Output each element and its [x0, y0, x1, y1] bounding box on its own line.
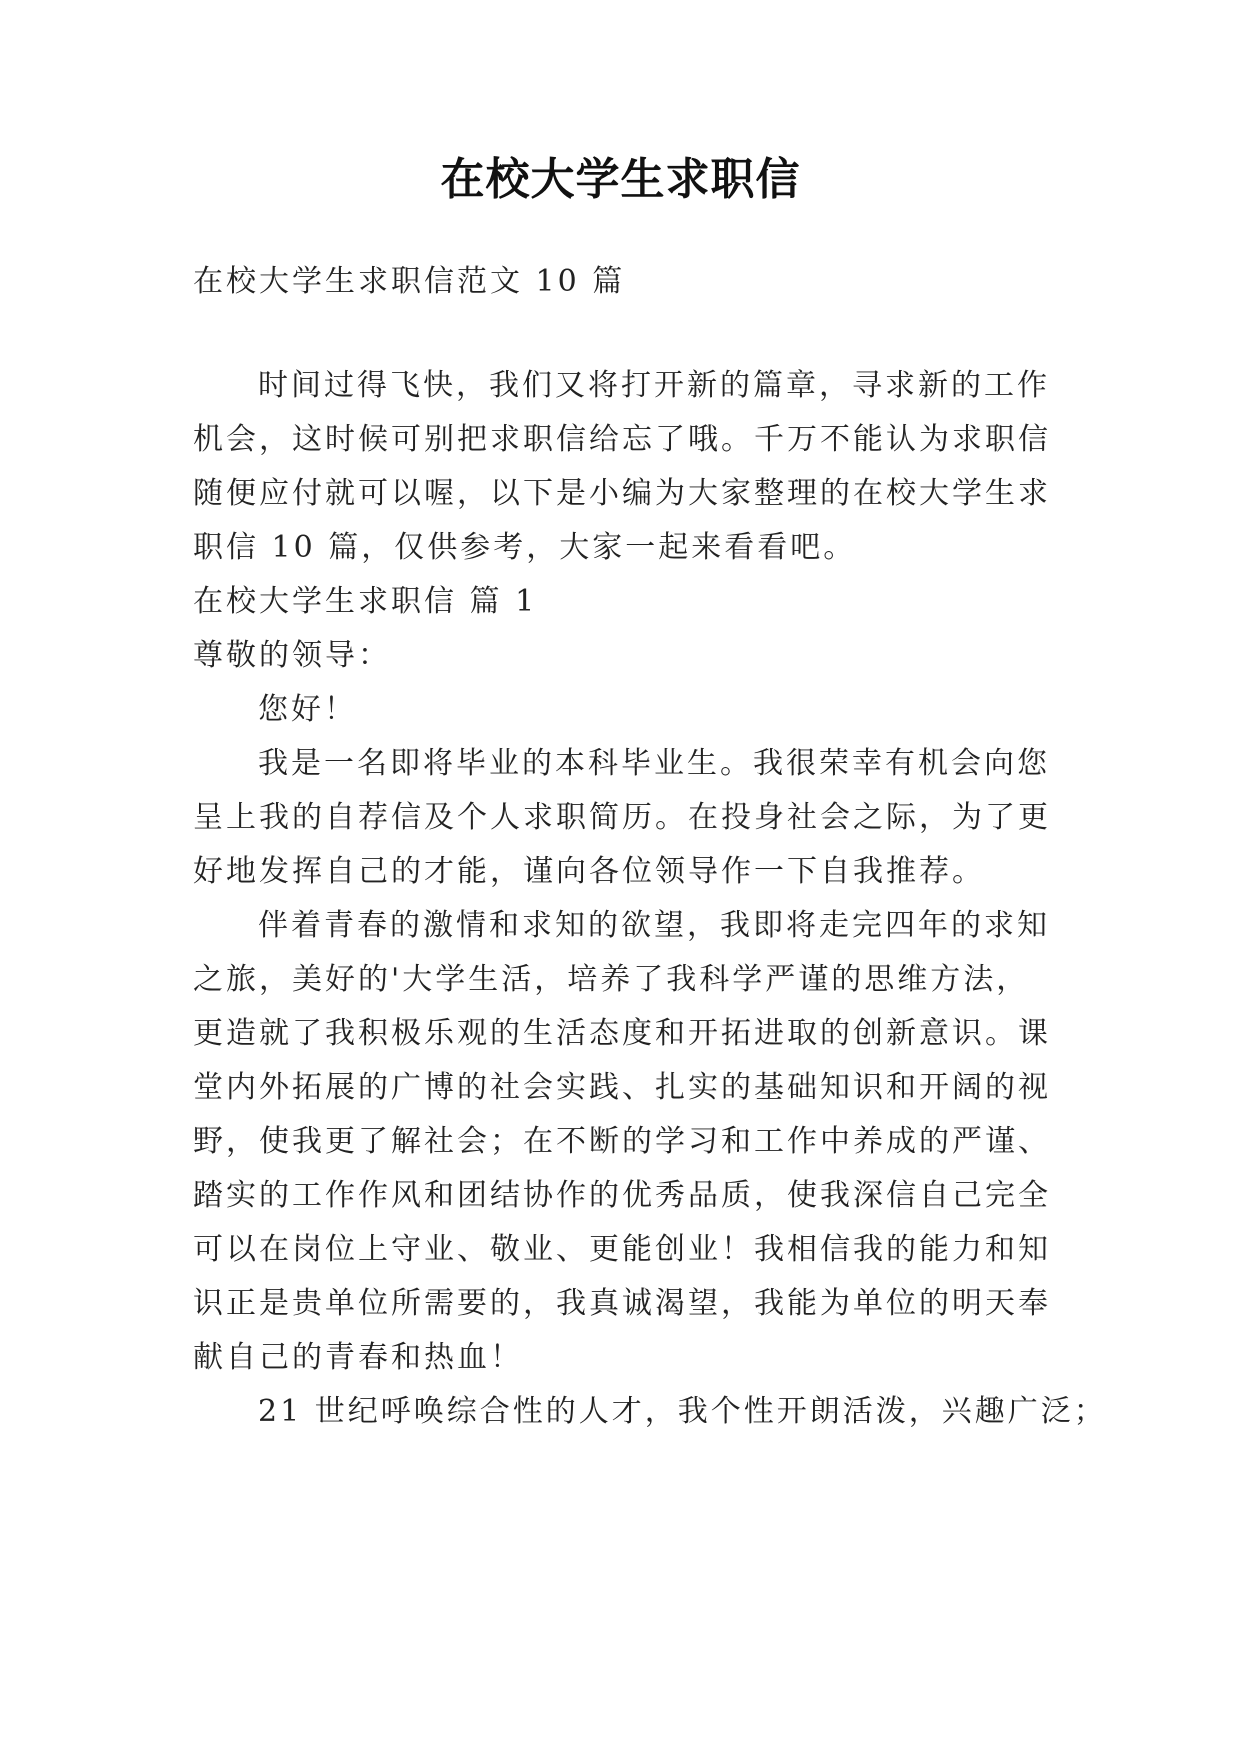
paragraph-line: 职信 10 篇，仅供参考，大家一起来看看吧。	[193, 530, 857, 565]
paragraph-line: 堂内外拓展的广博的社会实践、扎实的基础知识和开阔的视	[193, 1070, 1051, 1105]
paragraph-line: 踏实的工作作风和团结协作的优秀品质，使我深信自己完全	[193, 1178, 1051, 1213]
paragraph-line: 献自己的青春和热血！	[193, 1340, 523, 1375]
paragraph-line: 21 世纪呼唤综合性的人才，我个性开朗活泼，兴趣广泛；	[258, 1394, 1107, 1429]
document-subtitle: 在校大学生求职信范文 10 篇	[193, 264, 626, 299]
paragraph-line: 识正是贵单位所需要的，我真诚渴望，我能为单位的明天奉	[193, 1286, 1051, 1321]
paragraph-line: 之旅，美好的'大学生活，培养了我科学严谨的思维方法，	[193, 962, 1030, 997]
paragraph-line: 我是一名即将毕业的本科毕业生。我很荣幸有机会向您	[258, 746, 1050, 781]
paragraph-line: 呈上我的自荐信及个人求职简历。在投身社会之际，为了更	[193, 800, 1051, 835]
paragraph-line: 野，使我更了解社会；在不断的学习和工作中养成的严谨、	[193, 1124, 1051, 1159]
section-heading: 在校大学生求职信 篇 1	[193, 584, 538, 619]
paragraph-line: 机会，这时候可别把求职信给忘了哦。千万不能认为求职信	[193, 422, 1051, 457]
paragraph-line: 好地发挥自己的才能，谨向各位领导作一下自我推荐。	[193, 854, 985, 889]
paragraph-line: 更造就了我积极乐观的生活态度和开拓进取的创新意识。课	[193, 1016, 1051, 1051]
salutation: 尊敬的领导：	[193, 638, 391, 673]
greeting: 您好！	[258, 692, 357, 727]
paragraph-line: 随便应付就可以喔，以下是小编为大家整理的在校大学生求	[193, 476, 1051, 511]
paragraph-line: 伴着青春的激情和求知的欲望，我即将走完四年的求知	[258, 908, 1050, 943]
paragraph-line: 时间过得飞快，我们又将打开新的篇章，寻求新的工作	[258, 368, 1050, 403]
document-title: 在校大学生求职信	[440, 154, 801, 205]
paragraph-line: 可以在岗位上守业、敬业、更能创业！我相信我的能力和知	[193, 1232, 1051, 1267]
